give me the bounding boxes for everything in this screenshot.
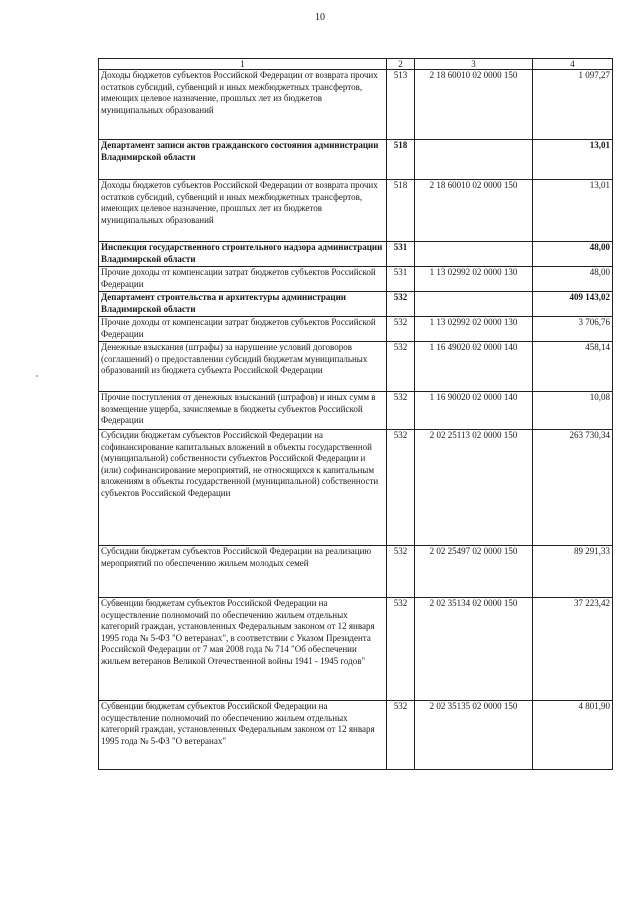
row-kbk [415, 140, 533, 180]
row-name: Доходы бюджетов субъектов Российской Федерации от возврата прочих остатков субсидий, субвенций и иных межбюджетных трансфертов, имеющих целевое назначение, прошлых лет из бюджетов муниципальных образований [99, 70, 387, 140]
row-name: Департамент строительства и архитектуры администрации Владимирской области [99, 292, 387, 317]
row-name: Субсидии бюджетам субъектов Российской Федерации на реализацию мероприятий по обеспечению жильем молодых семей [99, 546, 387, 598]
row-code: 518 [387, 180, 415, 242]
row-code: 532 [387, 546, 415, 598]
row-amount: 4 801,90 [533, 701, 613, 770]
row-code: 532 [387, 598, 415, 701]
table-row-department [99, 292, 613, 317]
table-header-row [99, 59, 613, 70]
row-amount: 48,00 [533, 242, 613, 267]
row-code: 532 [387, 292, 415, 317]
row-kbk: 1 13 02992 02 0000 130 [415, 267, 533, 292]
row-code: 531 [387, 242, 415, 267]
row-kbk: 1 16 90020 02 0000 140 [415, 392, 533, 430]
row-name: Субвенции бюджетам субъектов Российской Федерации на осуществление полномочий по обеспечению жильем отдельных категорий граждан, установленных Федеральным законом от 12 января 1995 года № 5-ФЗ "О ветеранах" [99, 701, 387, 770]
row-name: Доходы бюджетов субъектов Российской Федерации от возврата прочих остатков субсидий, субвенций и иных межбюджетных трансфертов, имеющих целевое назначение, прошлых лет из бюджетов муниципальных образований [99, 180, 387, 242]
table-row-department [99, 140, 613, 180]
row-kbk [415, 242, 533, 267]
row-code: 513 [387, 70, 415, 140]
table-row [99, 430, 613, 546]
row-amount: 1 097,27 [533, 70, 613, 140]
row-amount: 48,00 [533, 267, 613, 292]
row-kbk: 2 18 60010 02 0000 150 [415, 180, 533, 242]
table-row-department [99, 242, 613, 267]
row-name: Прочие доходы от компенсации затрат бюджетов субъектов Российской Федерации [99, 267, 387, 292]
table-row [99, 267, 613, 292]
row-name: Денежные взыскания (штрафы) за нарушение условий договоров (соглашений) о предоставлении субсидий бюджетам муниципальных образований из бюджета субъекта Российской Федерации [99, 342, 387, 392]
row-amount: 3 706,76 [533, 317, 613, 342]
row-kbk: 2 02 25497 02 0000 150 [415, 546, 533, 598]
row-name: Инспекция государственного строительного надзора администрации Владимирской области [99, 242, 387, 267]
row-code: 532 [387, 342, 415, 392]
row-amount: 13,01 [533, 140, 613, 180]
table-row [99, 342, 613, 392]
revenue-table [98, 58, 613, 770]
row-amount: 263 730,34 [533, 430, 613, 546]
row-name: Департамент записи актов гражданского состояния администрации Владимирской области [99, 140, 387, 180]
row-code: 532 [387, 701, 415, 770]
row-kbk [415, 292, 533, 317]
row-code: 532 [387, 392, 415, 430]
row-kbk: 2 18 60010 02 0000 150 [415, 70, 533, 140]
margin-dot [36, 375, 38, 377]
row-code: 531 [387, 267, 415, 292]
page-number: 10 [315, 12, 325, 23]
table-body [99, 59, 613, 770]
row-amount: 409 143,02 [533, 292, 613, 317]
row-kbk: 1 13 02992 02 0000 130 [415, 317, 533, 342]
header-col-2: 2 [387, 59, 415, 70]
row-code: 532 [387, 317, 415, 342]
row-code: 518 [387, 140, 415, 180]
table-row [99, 180, 613, 242]
table-row [99, 70, 613, 140]
row-name: Прочие поступления от денежных взысканий (штрафов) и иных сумм в возмещение ущерба, зачисляемые в бюджеты субъектов Российской Федерации [99, 392, 387, 430]
table-row [99, 317, 613, 342]
row-name: Прочие доходы от компенсации затрат бюджетов субъектов Российской Федерации [99, 317, 387, 342]
table-row [99, 701, 613, 770]
row-amount: 13,01 [533, 180, 613, 242]
row-amount: 89 291,33 [533, 546, 613, 598]
header-col-1: 1 [99, 59, 387, 70]
row-kbk: 2 02 35135 02 0000 150 [415, 701, 533, 770]
header-col-4: 4 [533, 59, 613, 70]
row-name: Субвенции бюджетам субъектов Российской Федерации на осуществление полномочий по обеспечению жильем отдельных категорий граждан, установленных Федеральным законом от 12 января 1995 года № 5-ФЗ "О ветеранах", в соответствии с Указом Президента Российской Федерации от 7 мая 2008 года № 714 "Об обеспечении жильем ветеранов Великой Отечественной войны 1941 - 1945 годов" [99, 598, 387, 701]
row-amount: 10,08 [533, 392, 613, 430]
header-col-3: 3 [415, 59, 533, 70]
row-kbk: 1 16 49020 02 0000 140 [415, 342, 533, 392]
row-kbk: 2 02 35134 02 0000 150 [415, 598, 533, 701]
table-row [99, 392, 613, 430]
row-name: Субсидии бюджетам субъектов Российской Федерации на софинансирование капитальных вложений в объекты государственной (муниципальной) собственности субъектов Российской Федерации и (или) софинансирование мероприятий, не относящихся к капитальным вложениям в объекты государственной (муниципальной) собственности субъектов Российской Федерации [99, 430, 387, 546]
table-row [99, 546, 613, 598]
row-amount: 458,14 [533, 342, 613, 392]
row-amount: 37 223,42 [533, 598, 613, 701]
table-row [99, 598, 613, 701]
row-code: 532 [387, 430, 415, 546]
row-kbk: 2 02 25113 02 0000 150 [415, 430, 533, 546]
